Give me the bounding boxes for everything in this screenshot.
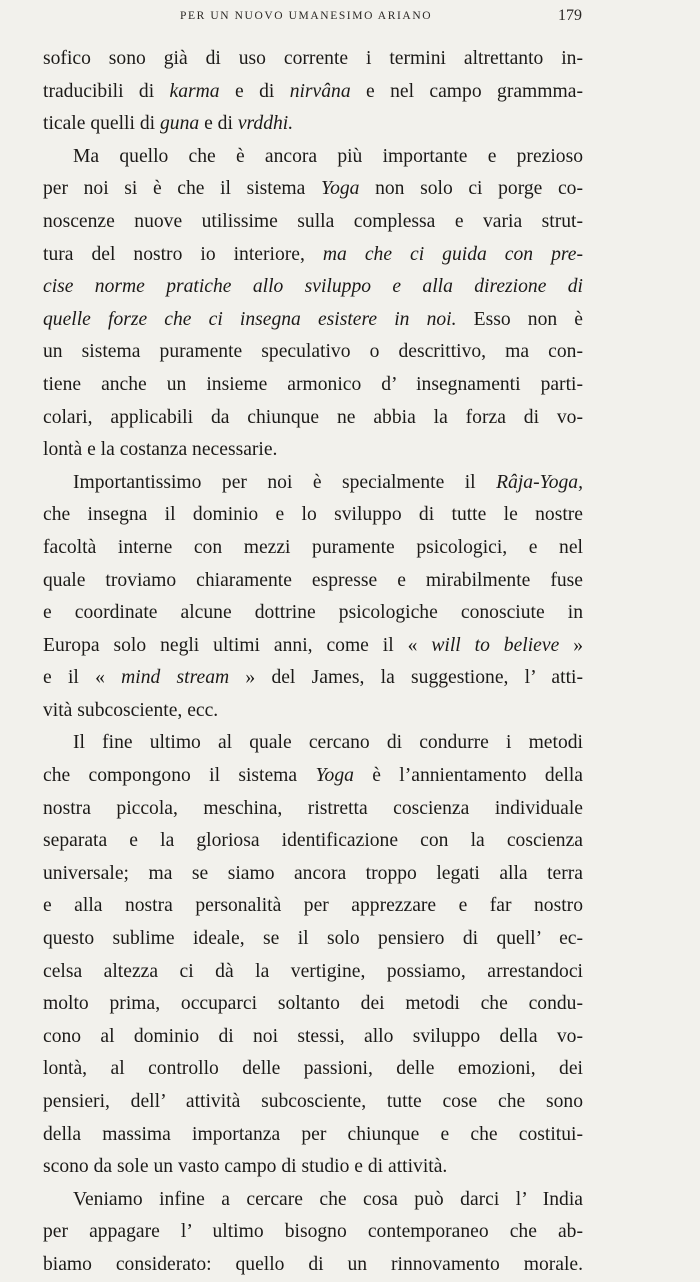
text-line <box>43 988 583 1021</box>
text-span: traducibili di <box>43 80 170 102</box>
text-span: questo sublime ideale, se il solo pensiero di quell’ ec- <box>43 928 583 950</box>
text-line <box>43 173 583 206</box>
text-span: Ma quello che è ancora più importante e prezioso <box>73 145 583 167</box>
text-span: Importantissimo per noi è specialmente il <box>73 471 497 493</box>
text-span: che insegna il dominio e lo sviluppo di tutte le nostre <box>43 504 583 526</box>
text-line <box>43 1053 583 1086</box>
text-line <box>43 890 583 923</box>
text-span: scono da sole un vasto campo di studio e di attività. <box>43 1156 448 1178</box>
text-span: per appagare l’ ultimo bisogno contemporaneo che ab- <box>43 1221 583 1243</box>
text-line <box>43 760 583 793</box>
text-line <box>43 565 583 598</box>
text-line <box>43 1151 583 1184</box>
text-line <box>43 662 583 695</box>
text-span: e di <box>219 80 290 102</box>
text-span: celsa altezza ci dà la vertigine, possiamo, arrestandoci <box>43 960 583 982</box>
text-span: per noi si è che il sistema <box>43 178 321 200</box>
text-span: pensieri, dell’ attività subcosciente, tutte cose che sono <box>43 1091 583 1112</box>
italic-span: Yoga <box>315 765 354 787</box>
text-span: Il fine ultimo al quale cercano di condurre i metodi <box>73 732 583 754</box>
text-span: e alla nostra personalità per apprezzare e far nostro <box>43 895 583 917</box>
text-line <box>43 695 583 728</box>
text-line <box>43 793 583 826</box>
italic-span: Râja-Yoga, <box>496 471 583 493</box>
text-span: e nel campo grammma- <box>350 80 583 102</box>
text-line <box>43 1216 583 1249</box>
text-line <box>43 304 583 337</box>
text-line <box>43 369 583 402</box>
text-span: della massima importanza per chiunque e che costitui- <box>43 1123 583 1145</box>
text-span: un sistema puramente speculativo o descrittivo, ma con- <box>43 341 583 363</box>
text-line <box>43 727 583 760</box>
text-line <box>43 336 583 369</box>
italic-span: vrddhi. <box>237 113 294 135</box>
text-line <box>43 108 583 141</box>
text-line <box>43 1021 583 1054</box>
text-span: è l’annientamento della <box>353 765 583 787</box>
page-number: 179 <box>558 7 582 24</box>
text-span: facoltà interne con mezzi puramente psicologici, e nel <box>43 536 583 558</box>
text-span: lontà e la costanza necessarie. <box>43 439 278 461</box>
text-line <box>43 271 583 304</box>
text-span: che compongono il sistema <box>43 765 316 787</box>
text-span: quale troviamo chiaramente espresse e mirabilmente fuse <box>43 569 583 591</box>
text-line <box>43 402 583 435</box>
text-line <box>43 499 583 532</box>
text-span: cono al dominio di noi stessi, allo sviluppo della vo- <box>43 1025 583 1047</box>
text-span: » <box>559 634 583 656</box>
text-span: e il « <box>43 667 122 689</box>
italic-span: mind stream <box>121 667 230 689</box>
text-span: » del James, la suggestione, l’ atti- <box>229 667 583 689</box>
running-title: PER UN NUOVO UMANESIMO ARIANO <box>180 10 433 22</box>
text-span: non solo ci porge co- <box>359 178 583 200</box>
text-span: Esso non è <box>456 308 583 330</box>
text-line <box>43 597 583 630</box>
text-span: lontà, al controllo delle passioni, delle emozioni, dei <box>43 1058 583 1080</box>
text-span: colari, applicabili da chiunque ne abbia la forza di vo- <box>43 406 583 428</box>
text-span: ticale quelli di <box>43 113 160 135</box>
italic-span: cise norme pratiche allo sviluppo e alla direzione di <box>43 276 583 298</box>
text-line <box>43 630 583 663</box>
text-span: Europa solo negli ultimi anni, come il « <box>43 634 432 656</box>
italic-span: Yoga <box>320 178 360 200</box>
italic-span: will to believe <box>431 634 560 656</box>
text-span: vità subcosciente, ecc. <box>43 699 219 721</box>
text-span: universale; ma se siamo ancora troppo legati alla terra <box>43 862 583 884</box>
text-line <box>43 434 583 467</box>
text-line <box>43 923 583 956</box>
text-span: separata e la gloriosa identificazione con la coscienza <box>43 830 583 852</box>
text-line <box>43 1184 583 1217</box>
text-line <box>43 141 583 174</box>
text-line <box>43 1249 583 1282</box>
text-line <box>43 532 583 565</box>
text-span: Veniamo infine a cercare che cosa può darci l’ India <box>73 1188 583 1210</box>
text-span: noscenze nuove utilissime sulla complessa e varia strut- <box>43 210 583 232</box>
text-line <box>43 858 583 891</box>
page-header <box>0 6 700 30</box>
italic-span: quelle forze che ci insegna esistere in noi. <box>43 308 457 330</box>
text-span: biamo considerato: quello di un rinnovamento morale. <box>43 1253 583 1275</box>
text-line <box>43 825 583 858</box>
text-span: tura del nostro io interiore, <box>43 243 323 265</box>
text-line <box>43 206 583 239</box>
text-span: sofico sono già di uso corrente i termini altrettanto in- <box>43 48 583 69</box>
text-line <box>43 239 583 272</box>
italic-span: nirvâna <box>289 80 351 102</box>
text-line <box>43 43 583 76</box>
text-span: tiene anche un insieme armonico d’ insegnamenti parti- <box>43 373 583 395</box>
text-span: molto prima, occuparci soltanto dei metodi che condu- <box>43 993 583 1015</box>
italic-span: ma che ci guida con pre- <box>322 243 583 265</box>
text-line <box>43 76 583 109</box>
body-text <box>43 43 583 1282</box>
text-line <box>43 956 583 989</box>
italic-span: guna <box>159 113 200 135</box>
italic-span: karma <box>169 80 220 102</box>
text-span: e di <box>199 113 238 135</box>
text-line <box>43 1119 583 1152</box>
text-line <box>43 467 583 500</box>
text-span: e coordinate alcune dottrine psicologiche conosciute in <box>43 602 583 624</box>
text-span: nostra piccola, meschina, ristretta coscienza individuale <box>43 797 583 819</box>
